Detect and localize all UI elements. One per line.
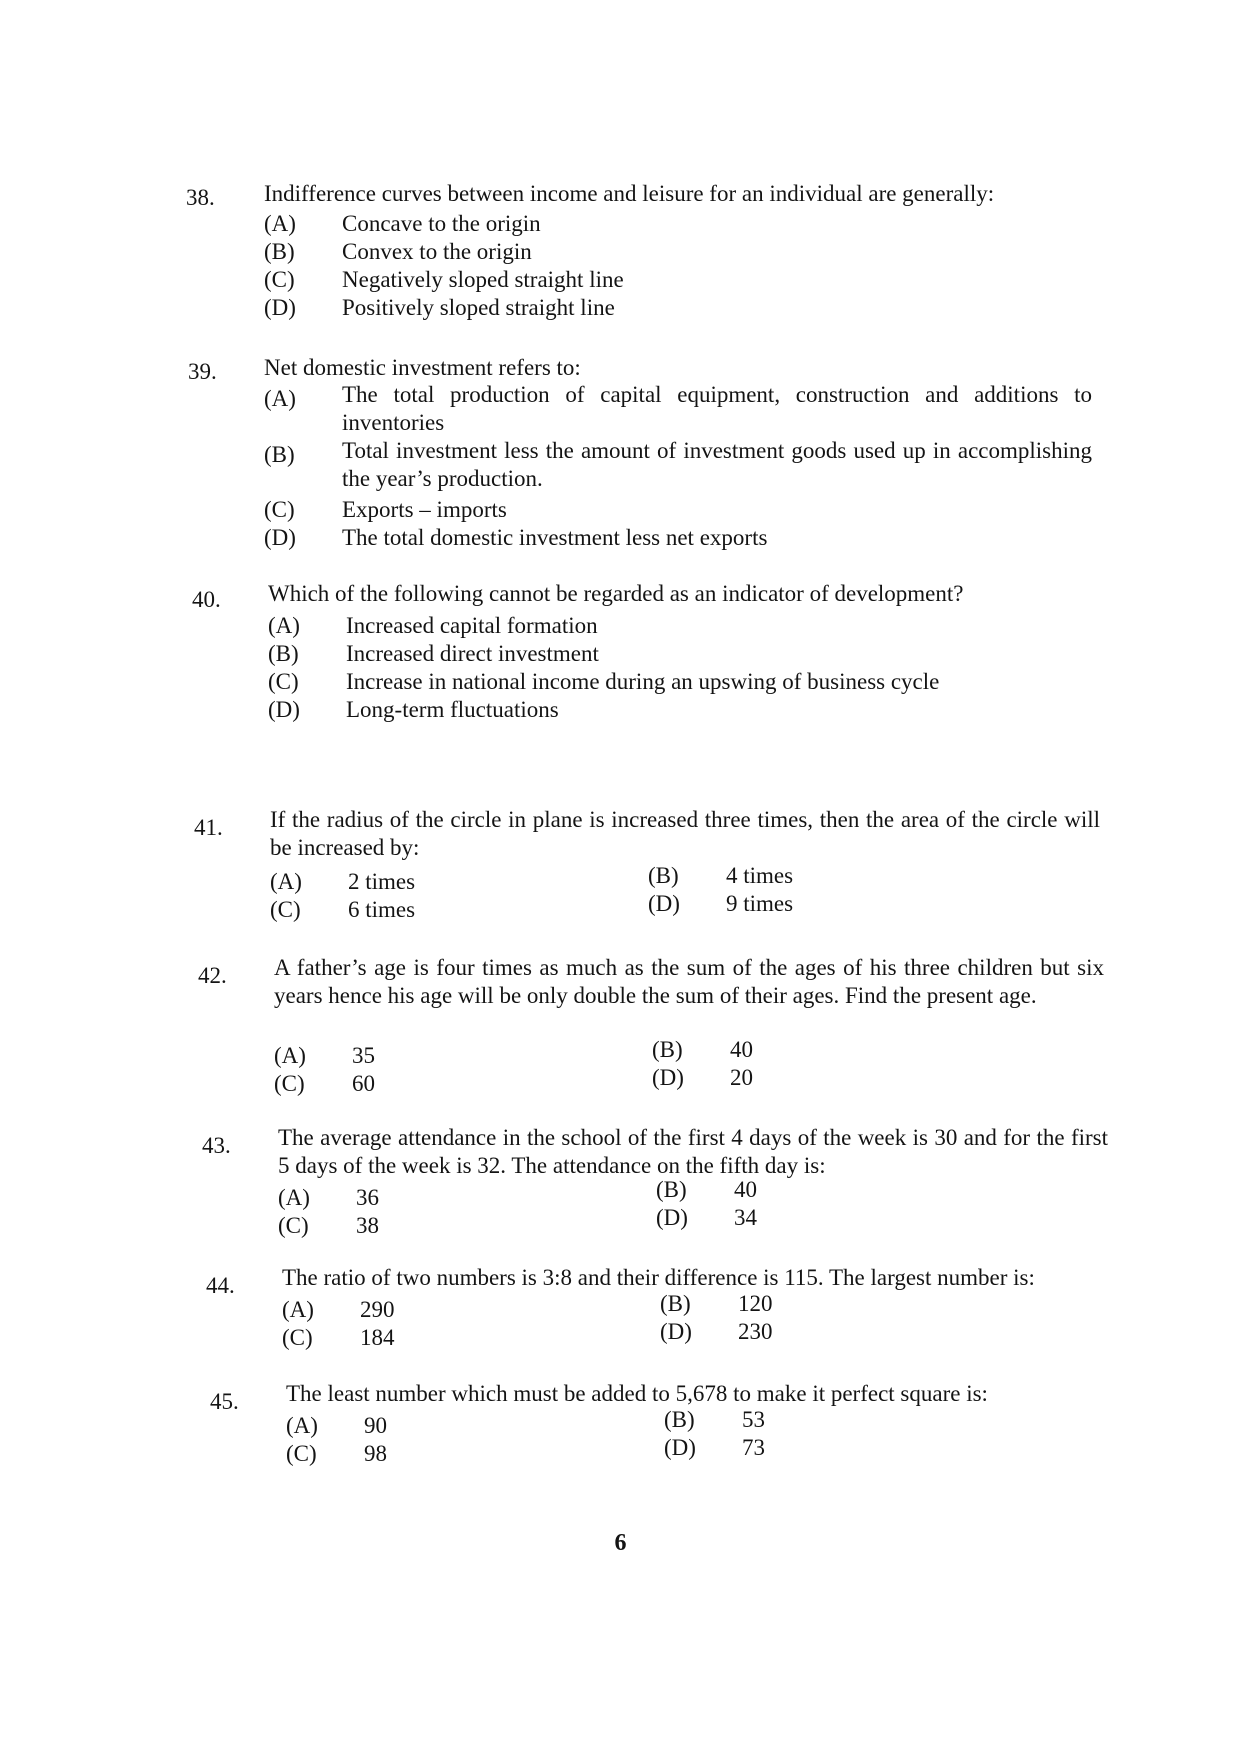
- option-label: (C): [286, 1441, 317, 1466]
- option-text: 4 times: [726, 863, 794, 888]
- option-label: (D): [664, 1435, 696, 1460]
- option-text: 40: [734, 1177, 757, 1202]
- option-c: [264, 266, 624, 294]
- option-a: [274, 1042, 375, 1070]
- question-number: 44.: [206, 1273, 235, 1298]
- option-c: [274, 1070, 375, 1098]
- option-a: [270, 868, 415, 896]
- option-label: (B): [652, 1037, 683, 1062]
- option-label: (B): [648, 863, 679, 888]
- option-c: [286, 1440, 387, 1468]
- question-stem: The average attendance in the school of the first 4 days of the week is 30 and for the first 5 days of the week is 32. The attendance on the fifth day is:: [278, 1125, 1108, 1178]
- option-a: [286, 1412, 387, 1440]
- option-label: (A): [274, 1043, 306, 1068]
- option-d: [660, 1318, 773, 1346]
- option-b: [664, 1406, 765, 1434]
- option-text: Increased capital formation: [346, 613, 598, 638]
- option-text: Increased direct investment: [346, 641, 599, 666]
- option-label: (D): [264, 525, 296, 550]
- option-label: (B): [660, 1291, 691, 1316]
- option-c: [282, 1324, 395, 1352]
- option-label: (A): [286, 1413, 318, 1438]
- option-b-text: Total investment less the amount of investment goods used up in accomplishing the year’s production.: [342, 438, 1092, 491]
- question-number: 43.: [202, 1133, 231, 1158]
- option-text: 290: [360, 1297, 395, 1322]
- option-text: 120: [738, 1291, 773, 1316]
- option-label: (A): [278, 1185, 310, 1210]
- option-d: [264, 294, 615, 322]
- option-text: 98: [364, 1441, 387, 1466]
- option-d: [268, 696, 559, 724]
- option-label: (C): [282, 1325, 313, 1350]
- question-number: 39.: [188, 359, 217, 384]
- option-d: [656, 1204, 757, 1232]
- option-label: (C): [278, 1213, 309, 1238]
- option-label: (B): [264, 442, 295, 467]
- option-b: [656, 1176, 757, 1204]
- option-label: (C): [274, 1071, 305, 1096]
- option-d: [264, 524, 767, 552]
- option-b: [648, 862, 793, 890]
- option-text: Long-term fluctuations: [346, 697, 559, 722]
- option-label: (A): [282, 1297, 314, 1322]
- option-text: 40: [730, 1037, 753, 1062]
- option-text: 53: [742, 1407, 765, 1432]
- option-label: (D): [264, 295, 296, 320]
- option-text: 73: [742, 1435, 765, 1460]
- option-label: (C): [270, 897, 301, 922]
- option-text: 38: [356, 1213, 379, 1238]
- option-c: [278, 1212, 379, 1240]
- option-a: [264, 210, 541, 238]
- question-number: 40.: [192, 587, 221, 612]
- question-stem: The ratio of two numbers is 3:8 and their difference is 115. The largest number is:: [282, 1265, 1035, 1290]
- option-label: (B): [664, 1407, 695, 1432]
- option-a: [282, 1296, 395, 1324]
- option-b: [268, 640, 599, 668]
- option-label: (A): [264, 386, 296, 411]
- option-a: [268, 612, 598, 640]
- option-text: 90: [364, 1413, 387, 1438]
- option-c: [270, 896, 415, 924]
- question-number: 42.: [198, 963, 227, 988]
- option-a-text: The total production of capital equipment, construction and additions to inventories: [342, 382, 1092, 435]
- option-a: [278, 1184, 379, 1212]
- option-label: (D): [652, 1065, 684, 1090]
- option-text: 2 times: [348, 869, 416, 894]
- option-text: 34: [734, 1205, 757, 1230]
- option-c: [268, 668, 939, 696]
- question-stem: The least number which must be added to 5,678 to make it perfect square is:: [286, 1381, 988, 1406]
- option-text: The total domestic investment less net exports: [342, 525, 768, 550]
- option-label: (D): [268, 697, 300, 722]
- option-b: [264, 238, 532, 266]
- option-text: 6 times: [348, 897, 416, 922]
- question-stem: If the radius of the circle in plane is increased three times, then the area of the circle will be increased by:: [270, 807, 1100, 860]
- option-text: Concave to the origin: [342, 211, 541, 236]
- question-number: 41.: [194, 815, 223, 840]
- option-text: 230: [738, 1319, 773, 1344]
- option-d: [648, 890, 793, 918]
- question-stem: A father’s age is four times as much as the sum of the ages of his three children but six years hence his age will be only double the sum of their ages. Find the present age.: [274, 955, 1104, 1008]
- option-text: Convex to the origin: [342, 239, 532, 264]
- option-text: 60: [352, 1071, 375, 1096]
- option-label: (A): [270, 869, 302, 894]
- option-b: [660, 1290, 773, 1318]
- option-label: (B): [656, 1177, 687, 1202]
- option-text: Exports – imports: [342, 497, 507, 522]
- question-stem: Net domestic investment refers to:: [264, 355, 581, 380]
- option-text: Increase in national income during an upswing of business cycle: [346, 669, 940, 694]
- option-text: 9 times: [726, 891, 794, 916]
- option-b: [652, 1036, 753, 1064]
- option-label: (C): [264, 267, 295, 292]
- option-label: (A): [268, 613, 300, 638]
- option-label: (C): [268, 669, 299, 694]
- option-d: [664, 1434, 765, 1462]
- page-number: 6: [614, 1530, 627, 1556]
- option-label: (D): [660, 1319, 692, 1344]
- question-stem: Indifference curves between income and leisure for an individual are generally:: [264, 181, 995, 206]
- option-label: (D): [656, 1205, 688, 1230]
- option-text: 35: [352, 1043, 375, 1068]
- option-d: [652, 1064, 753, 1092]
- option-text: 20: [730, 1065, 753, 1090]
- question-stem: Which of the following cannot be regarded as an indicator of development?: [268, 581, 964, 606]
- option-label: (B): [268, 641, 299, 666]
- option-text: 36: [356, 1185, 379, 1210]
- option-text: Positively sloped straight line: [342, 295, 615, 320]
- option-label: (C): [264, 497, 295, 522]
- option-text: 184: [360, 1325, 395, 1350]
- question-number: 45.: [210, 1389, 239, 1414]
- option-label: (B): [264, 239, 295, 264]
- question-number: 38.: [186, 185, 215, 210]
- option-text: Negatively sloped straight line: [342, 267, 624, 292]
- option-label: (A): [264, 211, 296, 236]
- option-label: (D): [648, 891, 680, 916]
- option-c: [264, 496, 507, 524]
